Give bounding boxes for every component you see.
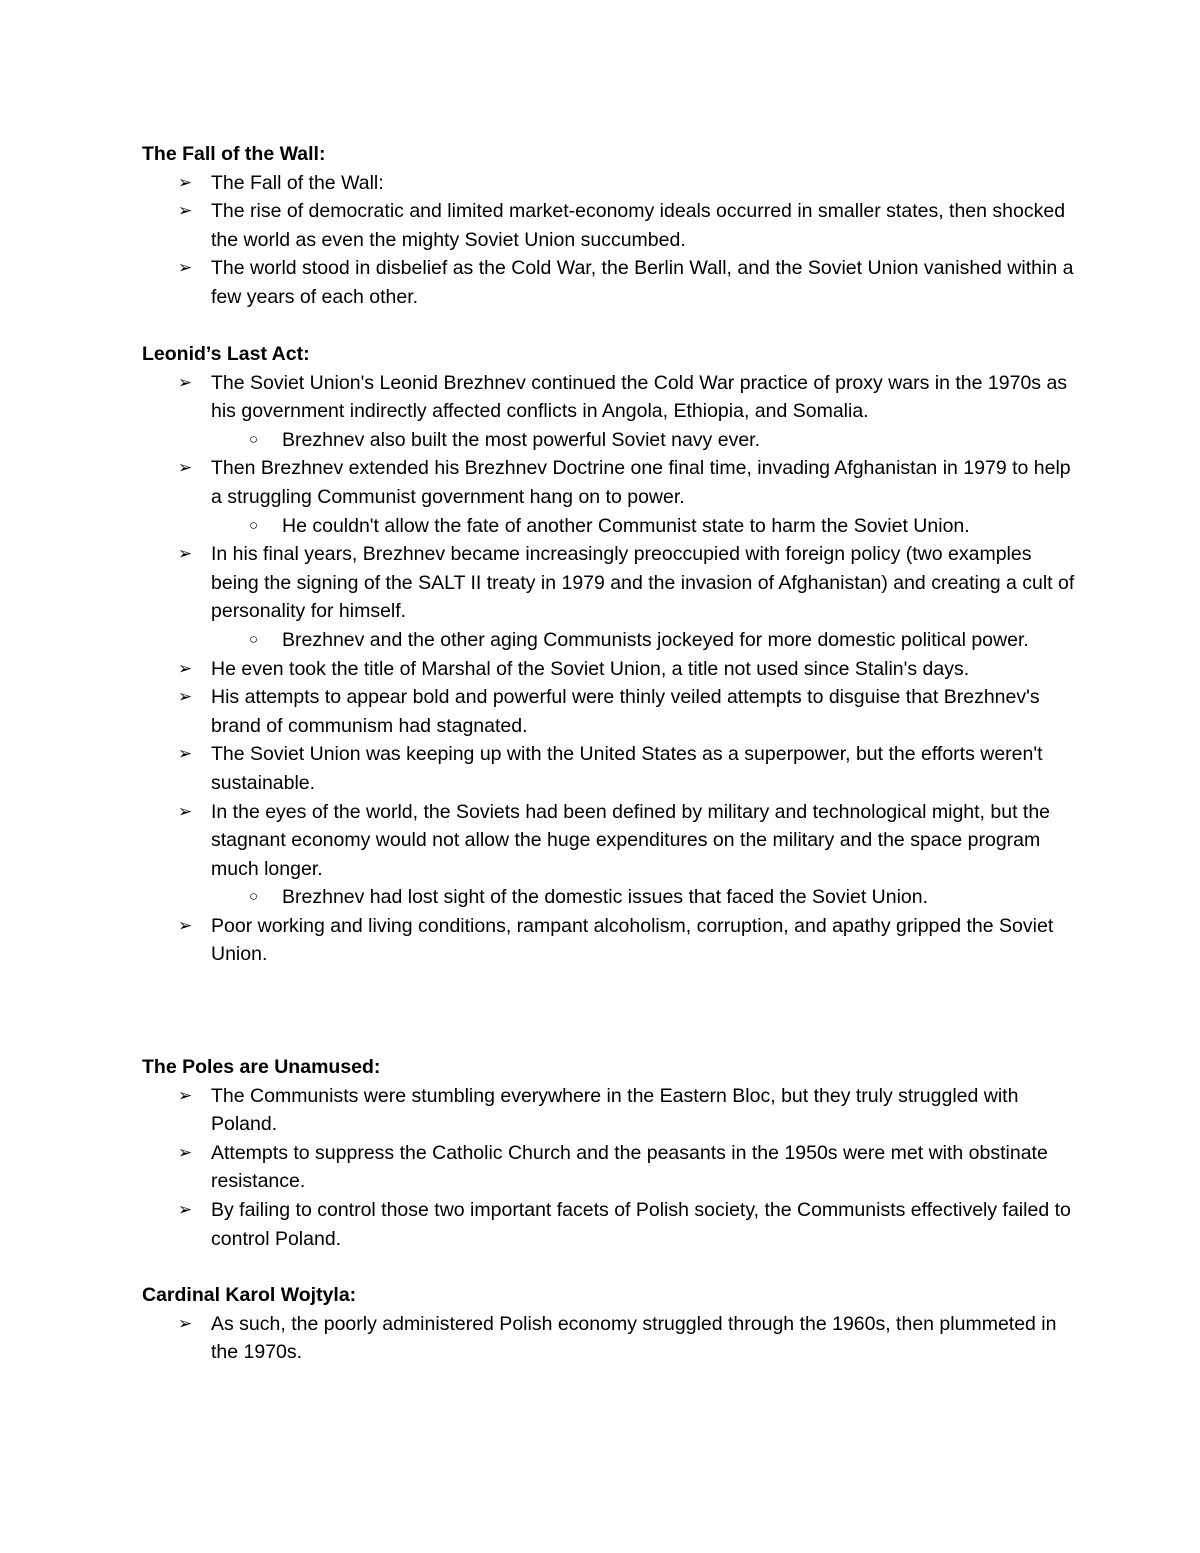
arrow-bullet-icon: ➢	[178, 372, 193, 392]
list-item	[142, 197, 1082, 254]
list-item-text: The Soviet Union's Leonid Brezhnev continued the Cold War practice of proxy wars in the 1970s as his government indirectly affected conflicts in Angola, Ethiopia, and Somalia.	[211, 371, 1068, 423]
sub-list-item	[142, 626, 1082, 655]
list-item	[142, 169, 1082, 198]
list-item-text: He even took the title of Marshal of the Soviet Union, a title not used since Stalin's days.	[211, 657, 970, 680]
list-item-text: In the eyes of the world, the Soviets had been defined by military and technological might, but the stagnant economy would not allow the huge expenditures on the military and the space program much longer.	[211, 800, 1051, 880]
circle-bullet-icon: ○	[249, 516, 259, 534]
list-item	[142, 1082, 1082, 1139]
list-item-text: He couldn't allow the fate of another Communist state to harm the Soviet Union.	[282, 514, 970, 537]
list-item	[142, 454, 1082, 511]
list-item-text: By failing to control those two important facets of Polish society, the Communists effectively failed to control Poland.	[211, 1198, 1071, 1250]
list-item-text: Attempts to suppress the Catholic Church and the peasants in the 1950s were met with obstinate resistance.	[211, 1141, 1048, 1193]
sub-list-item	[142, 512, 1082, 541]
arrow-bullet-icon: ➢	[178, 744, 193, 764]
list-item	[142, 540, 1082, 626]
list-item-text: His attempts to appear bold and powerful were thinly veiled attempts to disguise that Brezhnev's brand of communism had stagnated.	[211, 686, 1040, 737]
list-item	[142, 798, 1082, 884]
arrow-bullet-icon: ➢	[178, 201, 193, 221]
section-heading: Cardinal Karol Wojtyla:	[142, 1284, 357, 1306]
list-item	[142, 1310, 1082, 1367]
list-item	[142, 740, 1082, 797]
arrow-bullet-icon: ➢	[178, 258, 193, 278]
section-leonids-last-act	[142, 340, 1082, 969]
list-item-text: The Communists were stumbling everywhere in the Eastern Bloc, but they truly struggled with Poland.	[211, 1084, 1019, 1136]
list-item-text: As such, the poorly administered Polish economy struggled through the 1960s, then plummeted in the 1970s.	[211, 1312, 1057, 1364]
list-item-text: Poor working and living conditions, rampant alcoholism, corruption, and apathy gripped the Soviet Union.	[211, 914, 1054, 966]
section-fall-of-the-wall	[142, 140, 1082, 312]
sub-list-item	[142, 883, 1082, 912]
circle-bullet-icon: ○	[249, 888, 259, 906]
sub-list-item	[142, 426, 1082, 455]
list-item	[142, 1139, 1082, 1196]
list-item	[142, 254, 1082, 311]
arrow-bullet-icon: ➢	[178, 915, 193, 935]
circle-bullet-icon: ○	[249, 630, 259, 648]
list-item	[142, 683, 1082, 740]
section-cardinal-karol-wojtyla	[142, 1281, 1082, 1367]
list-item-text: Brezhnev had lost sight of the domestic issues that faced the Soviet Union.	[282, 886, 929, 909]
list-item-text: The Fall of the Wall:	[211, 171, 384, 194]
arrow-bullet-icon: ➢	[178, 801, 193, 821]
section-heading: The Poles are Unamused:	[142, 1056, 381, 1078]
list-item-text: Brezhnev and the other aging Communists jockeyed for more domestic political power.	[282, 628, 1029, 651]
list-item	[142, 1196, 1082, 1253]
list-item-text: In his final years, Brezhnev became increasingly preoccupied with foreign policy (two examples being the signing of the SALT II treaty in 1979 and the invasion of Afghanistan) and creating a cult of personality for himself.	[211, 543, 1075, 623]
list-item-text: The rise of democratic and limited market-economy ideals occurred in smaller states, then shocked the world as even the mighty Soviet Union succumbed.	[211, 200, 1066, 251]
arrow-bullet-icon: ➢	[178, 544, 193, 564]
list-item	[142, 912, 1082, 969]
arrow-bullet-icon: ➢	[178, 1142, 193, 1162]
arrow-bullet-icon: ➢	[178, 1313, 193, 1333]
arrow-bullet-icon: ➢	[178, 687, 193, 707]
list-item-text: Then Brezhnev extended his Brezhnev Doctrine one final time, invading Afghanistan in 1979 to help a struggling Communist government hang on to power.	[211, 457, 1071, 508]
arrow-bullet-icon: ➢	[178, 658, 193, 678]
list-item-text: The world stood in disbelief as the Cold War, the Berlin Wall, and the Soviet Union vanished within a few years of each other.	[211, 257, 1074, 308]
arrow-bullet-icon: ➢	[178, 1199, 193, 1219]
section-heading: The Fall of the Wall:	[142, 143, 326, 165]
list-item	[142, 655, 1082, 684]
arrow-bullet-icon: ➢	[178, 172, 193, 192]
list-item-text: Brezhnev also built the most powerful Soviet navy ever.	[282, 428, 760, 451]
arrow-bullet-icon: ➢	[178, 1085, 193, 1105]
list-item-text: The Soviet Union was keeping up with the United States as a superpower, but the efforts weren't sustainable.	[211, 743, 1043, 794]
circle-bullet-icon: ○	[249, 430, 259, 448]
section-poles-are-unamused	[142, 1053, 1082, 1253]
list-item	[142, 369, 1082, 426]
arrow-bullet-icon: ➢	[178, 458, 193, 478]
section-heading: Leonid’s Last Act:	[142, 343, 310, 365]
